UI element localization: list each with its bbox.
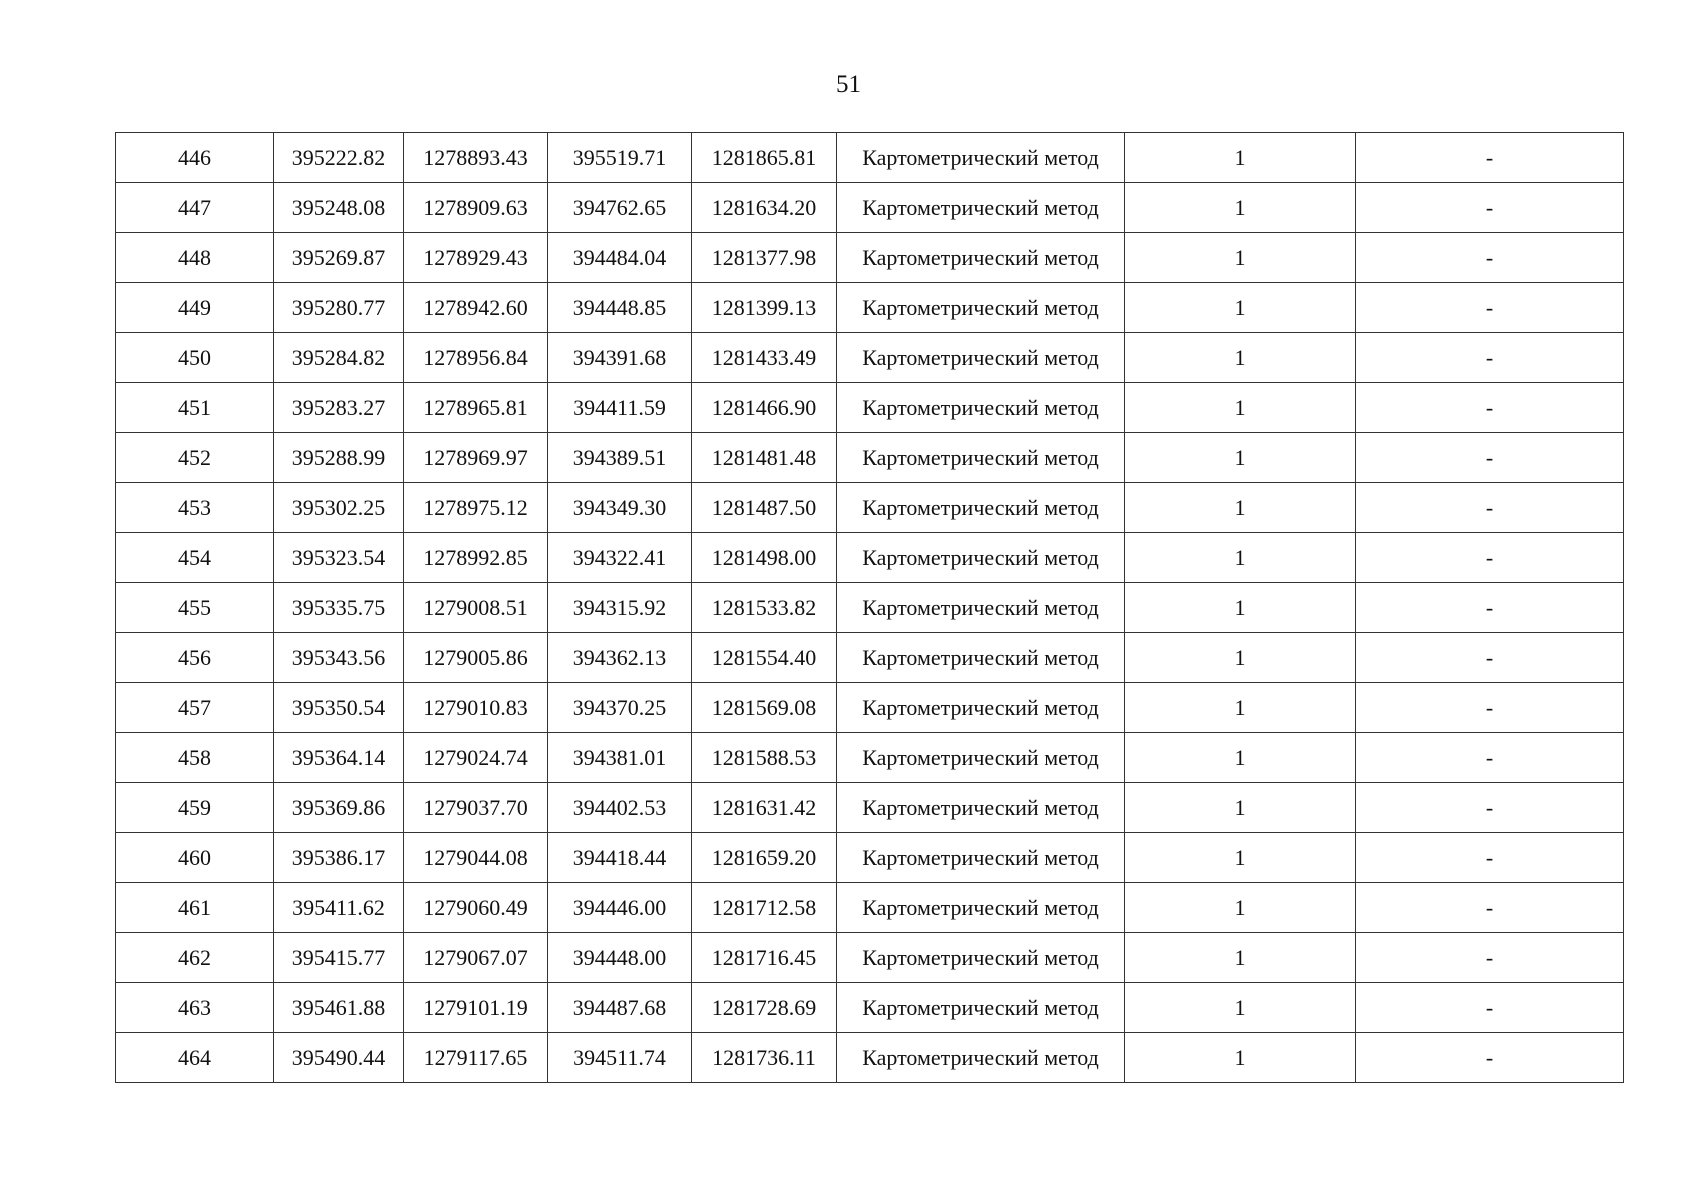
accuracy-cell: 1 [1125, 983, 1356, 1033]
x1-cell: 395283.27 [274, 383, 404, 433]
y2-cell: 1281554.40 [692, 633, 837, 683]
method-cell: Картометрический метод [837, 333, 1125, 383]
method-cell: Картометрический метод [837, 183, 1125, 233]
x2-cell: 394511.74 [548, 1033, 692, 1083]
note-cell: - [1356, 283, 1624, 333]
coordinates-table [115, 132, 1624, 1083]
point-number-cell: 454 [116, 533, 274, 583]
point-number-cell: 460 [116, 833, 274, 883]
x1-cell: 395386.17 [274, 833, 404, 883]
table-row [116, 483, 1624, 533]
y1-cell: 1279037.70 [404, 783, 548, 833]
y1-cell: 1278929.43 [404, 233, 548, 283]
x2-cell: 394391.68 [548, 333, 692, 383]
x1-cell: 395284.82 [274, 333, 404, 383]
note-cell: - [1356, 733, 1624, 783]
accuracy-cell: 1 [1125, 533, 1356, 583]
x1-cell: 395280.77 [274, 283, 404, 333]
y2-cell: 1281634.20 [692, 183, 837, 233]
point-number-cell: 456 [116, 633, 274, 683]
accuracy-cell: 1 [1125, 233, 1356, 283]
x2-cell: 394446.00 [548, 883, 692, 933]
table-row [116, 833, 1624, 883]
x2-cell: 394418.44 [548, 833, 692, 883]
note-cell: - [1356, 633, 1624, 683]
note-cell: - [1356, 933, 1624, 983]
y2-cell: 1281712.58 [692, 883, 837, 933]
x1-cell: 395302.25 [274, 483, 404, 533]
method-cell: Картометрический метод [837, 883, 1125, 933]
x2-cell: 394322.41 [548, 533, 692, 583]
point-number-cell: 447 [116, 183, 274, 233]
x2-cell: 394389.51 [548, 433, 692, 483]
note-cell: - [1356, 183, 1624, 233]
accuracy-cell: 1 [1125, 383, 1356, 433]
y1-cell: 1278909.63 [404, 183, 548, 233]
note-cell: - [1356, 833, 1624, 883]
method-cell: Картометрический метод [837, 983, 1125, 1033]
x2-cell: 394484.04 [548, 233, 692, 283]
x1-cell: 395269.87 [274, 233, 404, 283]
y1-cell: 1278893.43 [404, 133, 548, 183]
y1-cell: 1279044.08 [404, 833, 548, 883]
accuracy-cell: 1 [1125, 283, 1356, 333]
note-cell: - [1356, 383, 1624, 433]
note-cell: - [1356, 983, 1624, 1033]
x2-cell: 394487.68 [548, 983, 692, 1033]
table-row [116, 733, 1624, 783]
accuracy-cell: 1 [1125, 883, 1356, 933]
x1-cell: 395248.08 [274, 183, 404, 233]
y1-cell: 1279117.65 [404, 1033, 548, 1083]
y1-cell: 1279008.51 [404, 583, 548, 633]
x2-cell: 394402.53 [548, 783, 692, 833]
accuracy-cell: 1 [1125, 1033, 1356, 1083]
method-cell: Картометрический метод [837, 683, 1125, 733]
note-cell: - [1356, 233, 1624, 283]
accuracy-cell: 1 [1125, 733, 1356, 783]
y2-cell: 1281728.69 [692, 983, 837, 1033]
table-row [116, 383, 1624, 433]
method-cell: Картометрический метод [837, 833, 1125, 883]
y2-cell: 1281433.49 [692, 333, 837, 383]
method-cell: Картометрический метод [837, 483, 1125, 533]
table-row [116, 633, 1624, 683]
x2-cell: 394411.59 [548, 383, 692, 433]
x1-cell: 395415.77 [274, 933, 404, 983]
x2-cell: 395519.71 [548, 133, 692, 183]
x2-cell: 394370.25 [548, 683, 692, 733]
note-cell: - [1356, 133, 1624, 183]
note-cell: - [1356, 1033, 1624, 1083]
x1-cell: 395335.75 [274, 583, 404, 633]
point-number-cell: 461 [116, 883, 274, 933]
note-cell: - [1356, 783, 1624, 833]
accuracy-cell: 1 [1125, 633, 1356, 683]
y2-cell: 1281487.50 [692, 483, 837, 533]
accuracy-cell: 1 [1125, 483, 1356, 533]
note-cell: - [1356, 433, 1624, 483]
accuracy-cell: 1 [1125, 933, 1356, 983]
y1-cell: 1279010.83 [404, 683, 548, 733]
point-number-cell: 457 [116, 683, 274, 733]
note-cell: - [1356, 883, 1624, 933]
x1-cell: 395350.54 [274, 683, 404, 733]
y2-cell: 1281466.90 [692, 383, 837, 433]
table-row [116, 883, 1624, 933]
x1-cell: 395222.82 [274, 133, 404, 183]
x2-cell: 394362.13 [548, 633, 692, 683]
y1-cell: 1278942.60 [404, 283, 548, 333]
table-row [116, 233, 1624, 283]
method-cell: Картометрический метод [837, 783, 1125, 833]
method-cell: Картометрический метод [837, 133, 1125, 183]
x2-cell: 394381.01 [548, 733, 692, 783]
y2-cell: 1281481.48 [692, 433, 837, 483]
note-cell: - [1356, 683, 1624, 733]
x1-cell: 395461.88 [274, 983, 404, 1033]
accuracy-cell: 1 [1125, 833, 1356, 883]
x1-cell: 395343.56 [274, 633, 404, 683]
point-number-cell: 458 [116, 733, 274, 783]
y2-cell: 1281399.13 [692, 283, 837, 333]
y1-cell: 1278992.85 [404, 533, 548, 583]
y2-cell: 1281498.00 [692, 533, 837, 583]
y2-cell: 1281736.11 [692, 1033, 837, 1083]
x1-cell: 395323.54 [274, 533, 404, 583]
y2-cell: 1281716.45 [692, 933, 837, 983]
table-row [116, 983, 1624, 1033]
x1-cell: 395288.99 [274, 433, 404, 483]
table-row [116, 583, 1624, 633]
table-row [116, 183, 1624, 233]
y1-cell: 1278975.12 [404, 483, 548, 533]
x2-cell: 394762.65 [548, 183, 692, 233]
y1-cell: 1279005.86 [404, 633, 548, 683]
x2-cell: 394448.85 [548, 283, 692, 333]
point-number-cell: 462 [116, 933, 274, 983]
point-number-cell: 450 [116, 333, 274, 383]
x1-cell: 395490.44 [274, 1033, 404, 1083]
point-number-cell: 446 [116, 133, 274, 183]
point-number-cell: 459 [116, 783, 274, 833]
method-cell: Картометрический метод [837, 383, 1125, 433]
point-number-cell: 451 [116, 383, 274, 433]
table-row [116, 533, 1624, 583]
method-cell: Картометрический метод [837, 633, 1125, 683]
x2-cell: 394315.92 [548, 583, 692, 633]
y1-cell: 1278965.81 [404, 383, 548, 433]
table-row [116, 133, 1624, 183]
accuracy-cell: 1 [1125, 133, 1356, 183]
y1-cell: 1279024.74 [404, 733, 548, 783]
point-number-cell: 448 [116, 233, 274, 283]
y1-cell: 1279067.07 [404, 933, 548, 983]
table-row [116, 433, 1624, 483]
table-row [116, 333, 1624, 383]
point-number-cell: 453 [116, 483, 274, 533]
note-cell: - [1356, 333, 1624, 383]
x2-cell: 394349.30 [548, 483, 692, 533]
y2-cell: 1281569.08 [692, 683, 837, 733]
accuracy-cell: 1 [1125, 333, 1356, 383]
method-cell: Картометрический метод [837, 233, 1125, 283]
method-cell: Картометрический метод [837, 733, 1125, 783]
table-row [116, 933, 1624, 983]
point-number-cell: 449 [116, 283, 274, 333]
accuracy-cell: 1 [1125, 583, 1356, 633]
y1-cell: 1279060.49 [404, 883, 548, 933]
table-row [116, 783, 1624, 833]
y1-cell: 1278969.97 [404, 433, 548, 483]
x2-cell: 394448.00 [548, 933, 692, 983]
note-cell: - [1356, 533, 1624, 583]
accuracy-cell: 1 [1125, 683, 1356, 733]
y2-cell: 1281659.20 [692, 833, 837, 883]
method-cell: Картометрический метод [837, 283, 1125, 333]
method-cell: Картометрический метод [837, 433, 1125, 483]
y1-cell: 1278956.84 [404, 333, 548, 383]
table-row [116, 683, 1624, 733]
x1-cell: 395411.62 [274, 883, 404, 933]
accuracy-cell: 1 [1125, 183, 1356, 233]
method-cell: Картометрический метод [837, 533, 1125, 583]
y1-cell: 1279101.19 [404, 983, 548, 1033]
y2-cell: 1281588.53 [692, 733, 837, 783]
table-row [116, 1033, 1624, 1083]
point-number-cell: 452 [116, 433, 274, 483]
x1-cell: 395369.86 [274, 783, 404, 833]
point-number-cell: 464 [116, 1033, 274, 1083]
method-cell: Картометрический метод [837, 1033, 1125, 1083]
table-row [116, 283, 1624, 333]
note-cell: - [1356, 583, 1624, 633]
point-number-cell: 463 [116, 983, 274, 1033]
y2-cell: 1281533.82 [692, 583, 837, 633]
accuracy-cell: 1 [1125, 783, 1356, 833]
point-number-cell: 455 [116, 583, 274, 633]
note-cell: - [1356, 483, 1624, 533]
method-cell: Картометрический метод [837, 583, 1125, 633]
y2-cell: 1281865.81 [692, 133, 837, 183]
page-number: 51 [836, 71, 861, 98]
table-body [116, 133, 1624, 1083]
accuracy-cell: 1 [1125, 433, 1356, 483]
y2-cell: 1281377.98 [692, 233, 837, 283]
method-cell: Картометрический метод [837, 933, 1125, 983]
y2-cell: 1281631.42 [692, 783, 837, 833]
x1-cell: 395364.14 [274, 733, 404, 783]
